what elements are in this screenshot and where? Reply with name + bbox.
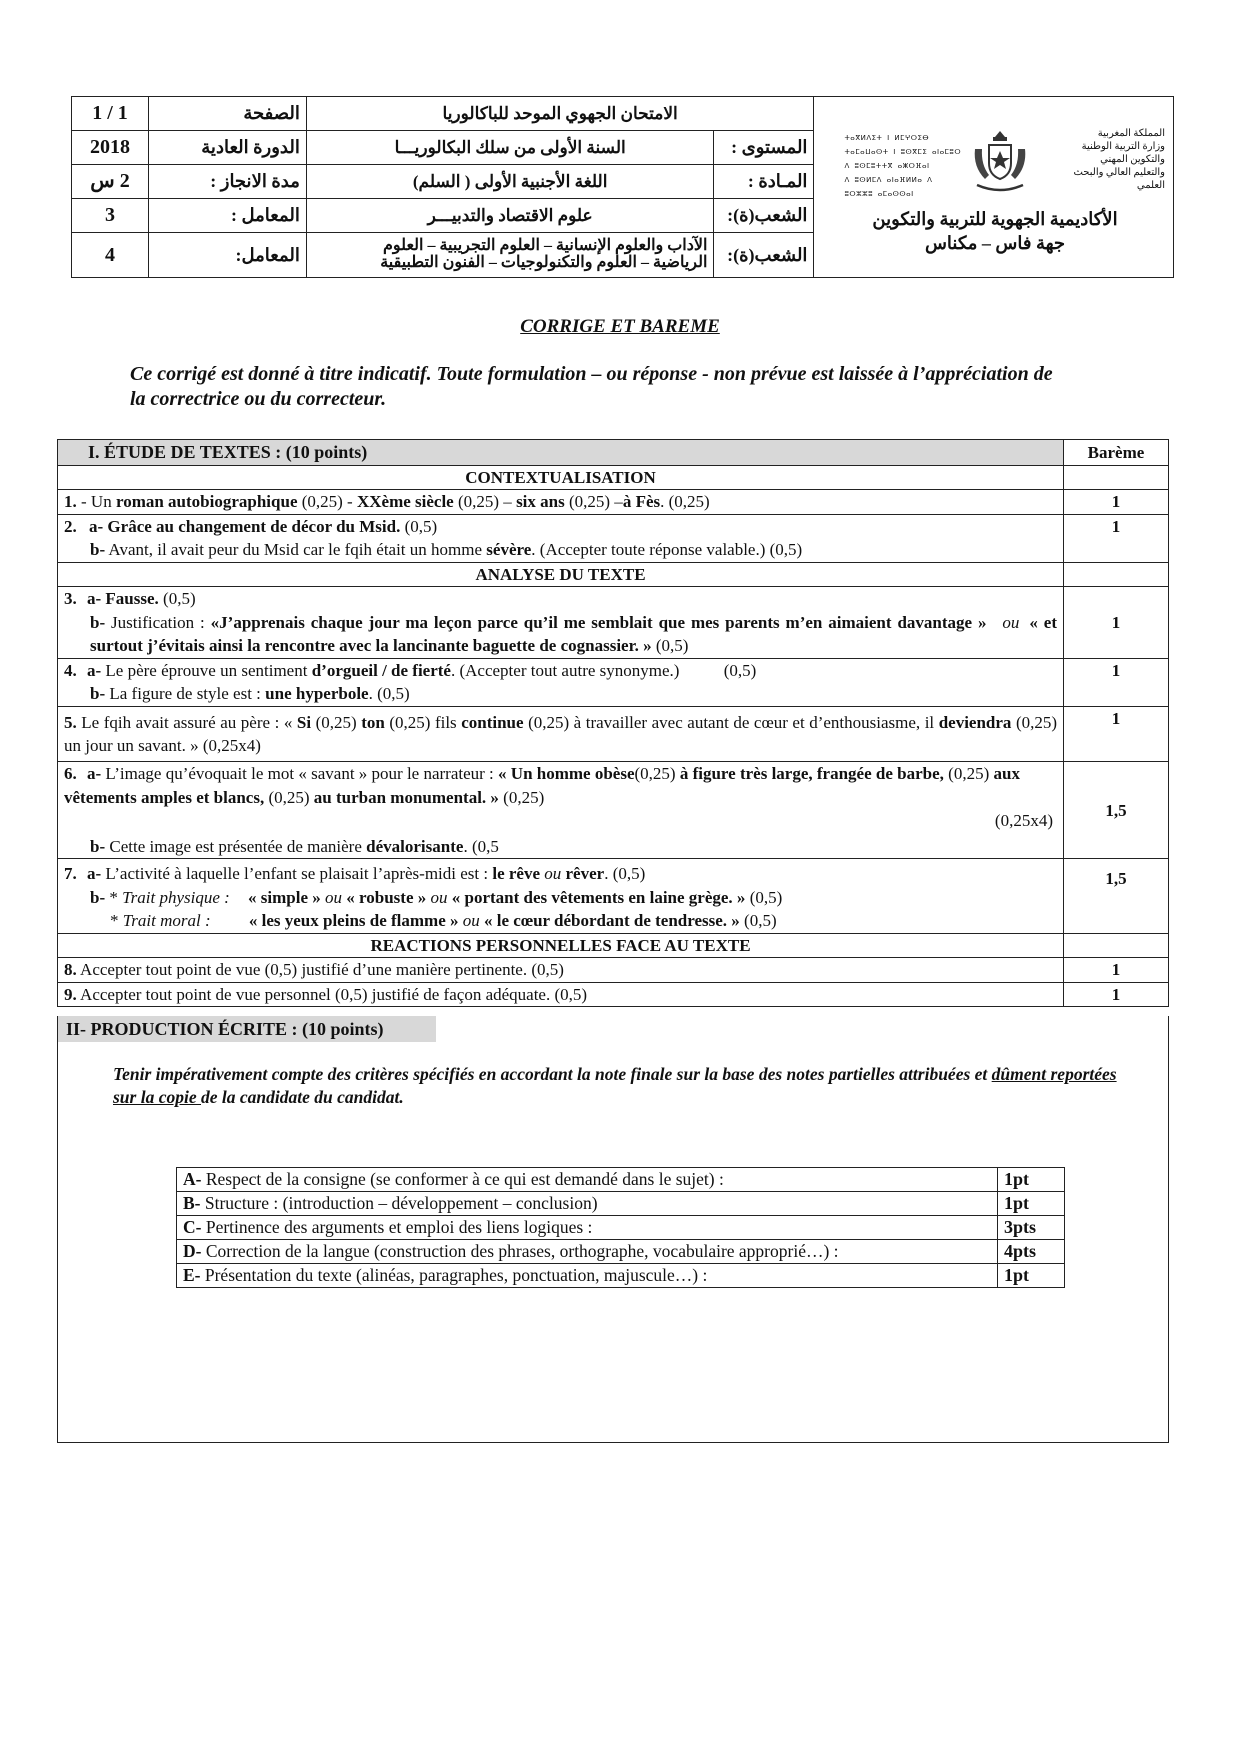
empty-score-cell: [1064, 933, 1169, 957]
tifinagh-line: ⵜⴰⵎⴰⵡⴰⵙⵜ ⵏ ⵓⵙⴳⵎⵉ ⴰⵏⴰⵎⵓⵔ: [844, 148, 962, 156]
question-6-answer: [58, 762, 1064, 859]
answer-key: d’orgueil / de fierté: [311, 660, 451, 680]
question-3-answer: [58, 587, 1064, 658]
criterion-letter: B-: [183, 1193, 201, 1214]
answer-text: (0,25) -: [297, 492, 357, 512]
academy-region: جهة فاس – مكناس: [924, 233, 1066, 254]
ministry-line: وزارة التربية الوطنية: [1081, 141, 1165, 152]
answer-points: (0,5): [651, 636, 689, 656]
alternative-word: ou: [1002, 612, 1020, 632]
production-section: [57, 1016, 1169, 1443]
sub-question-label: a-: [87, 864, 102, 884]
answer-text: (0,25): [943, 764, 994, 784]
question-7-row: [58, 859, 1169, 933]
question-9-row: [58, 982, 1169, 1006]
ministry-line: والتكوين المهني: [1100, 154, 1165, 165]
question-number: 9.: [64, 984, 77, 1004]
bareme-header: Barème: [1064, 440, 1169, 466]
ministry-line: المملكة المغربية: [1097, 128, 1165, 139]
ministry-logo-block: [814, 97, 1174, 278]
criteria-table: [176, 1167, 1065, 1288]
criterion-points: 1pt: [998, 1192, 1065, 1216]
answer-text: Accepter tout point de vue personnel (0,5) justifié de façon adéquate. (0,5): [76, 984, 588, 1004]
answer-points: (0,5): [723, 660, 757, 680]
question-3-row: [58, 587, 1169, 658]
answer-key: Grâce au changement de décor du Msid.: [103, 516, 401, 536]
ministry-line: والتعليم العالي والبحث العلمي: [1073, 167, 1165, 191]
tifinagh-ministry-name: [844, 131, 964, 201]
question-2-row: [58, 514, 1169, 562]
instruction-text: de la candidate du candidat.: [201, 1086, 404, 1107]
question-number: 1.: [64, 492, 77, 512]
coefficient-2-label: المعامل:: [148, 233, 306, 278]
question-5-score: 1: [1064, 706, 1169, 762]
part2-heading: II- PRODUCTION ÉCRITE : (10 points): [58, 1016, 436, 1042]
answer-key: « Un homme obèse: [498, 764, 635, 784]
answer-key: le rêve: [492, 864, 541, 884]
criterion-text: Correction de la langue (construction des phrases, orthographe, vocabulaire approprié…) :: [201, 1241, 839, 1262]
answer-key: à figure très large, frangée de barbe,: [679, 764, 944, 784]
criterion-label: [177, 1216, 998, 1240]
criterion-letter: D-: [183, 1241, 202, 1262]
sub-question-label: b-: [90, 540, 106, 560]
answer-key: au turban monumental. »: [313, 787, 499, 807]
alternative-word: ou: [462, 911, 480, 931]
question-number: 5.: [64, 712, 77, 732]
question-3-score: 1: [1064, 587, 1169, 658]
question-4-score: 1: [1064, 658, 1169, 706]
answer-points: (0,5): [739, 911, 777, 931]
answer-key: Si: [296, 712, 312, 732]
sub-question-label: a-: [87, 764, 102, 784]
answer-points: (0,5): [400, 516, 438, 536]
question-number: 3.: [64, 589, 77, 609]
empty-score-cell: [1064, 562, 1169, 586]
question-4-row: [58, 658, 1169, 706]
ministry-name: [1045, 127, 1165, 192]
section-reactions: REACTIONS PERSONNELLES FACE AU TEXTE: [58, 933, 1064, 957]
trait-label: Trait moral :: [122, 911, 211, 931]
answer-key: continue: [461, 712, 524, 732]
branch-2-value: [306, 233, 714, 278]
part1-heading: I. ÉTUDE DE TEXTES : (10 points): [58, 440, 1064, 466]
answer-key: à Fès: [622, 492, 661, 512]
kingdom-emblem-icon: [969, 127, 1031, 197]
answer-text: (0,25): [311, 712, 362, 732]
answer-text: Accepter tout point de vue (0,5) justifié d’une manière pertinente. (0,5): [76, 960, 564, 980]
sub-question-label: b-: [90, 612, 106, 632]
answer-points: (0,5): [745, 887, 783, 907]
answer-text: . (0,25): [660, 492, 710, 512]
answer-text: Le fqih avait assuré au père : «: [76, 712, 297, 732]
answer-text: (0,25) –: [453, 492, 517, 512]
section-analyse: ANALYSE DU TEXTE: [58, 562, 1064, 586]
answer-quote: « robuste »: [346, 887, 427, 907]
answer-quote: « le cœur débordant de tendresse. »: [484, 911, 740, 931]
question-1-row: [58, 490, 1169, 514]
branch-2-label: الشعب(ة):: [714, 233, 814, 278]
answer-text: Justification :: [105, 612, 211, 632]
branch-1-value: علوم الاقتصاد والتدبيـــر: [306, 199, 714, 233]
academy-line: الأكاديمية الجهوية للتربية والتكوين: [872, 209, 1118, 229]
criterion-text: Présentation du texte (alinéas, paragraphes, ponctuation, majuscule…) :: [200, 1265, 708, 1286]
subject-value: اللغة الأجنبية الأولى ( السلم): [306, 165, 714, 199]
alternative-word: ou: [544, 864, 562, 884]
criterion-label: [177, 1192, 998, 1216]
answer-text: Le père éprouve un sentiment: [101, 660, 312, 680]
bullet: *: [110, 911, 123, 931]
question-2-answer: [58, 514, 1064, 562]
section-contextualisation: CONTEXTUALISATION: [58, 466, 1064, 490]
year-value: 2018: [72, 131, 149, 165]
question-8-row: [58, 958, 1169, 982]
answer-text: (0,25) un jour un savant. » (0,25x4): [64, 712, 1058, 755]
answer-text: Avant, il avait peur du Msid car le fqih était un homme: [105, 540, 487, 560]
question-8-score: 1: [1064, 958, 1169, 982]
subject-label: المـادة :: [714, 165, 814, 199]
answer-text: (0,25) fils: [384, 712, 462, 732]
duration-label: مدة الانجاز :: [148, 165, 306, 199]
answer-text: . (0,5: [463, 836, 499, 856]
criterion-row: [177, 1216, 1065, 1240]
branch-2-line: الآداب والعلوم الإنسانية – العلوم التجريبية – العلوم: [382, 237, 708, 255]
instruction-underlined: dûment reportées sur la copie: [113, 1064, 1117, 1107]
answer-key: dévalorisante: [366, 836, 464, 856]
answer-text: (0,25) à travailler avec autant de cœur et d’enthousiasme, il: [523, 712, 939, 732]
instruction-text: Tenir impérativement compte des critères spécifiés en accordant la note finale sur la base des notes partielles attribuées et: [113, 1064, 992, 1084]
question-8-answer: [58, 958, 1064, 982]
answer-text: . (0,5): [604, 864, 646, 884]
answer-text: . (Accepter tout autre synonyme.): [450, 660, 680, 680]
criterion-row: [177, 1240, 1065, 1264]
branch-1-label: الشعب(ة):: [714, 199, 814, 233]
intro-note: Ce corrigé est donné à titre indicatif. Toute formulation – ou réponse - non prévue est laissée à l’appréciation de la correctrice ou du correcteur.: [130, 363, 1053, 410]
question-number: 8.: [64, 960, 77, 980]
answer-key: Fausse.: [101, 589, 159, 609]
sub-question-label: b-: [90, 887, 106, 907]
answer-key: XXème siècle: [356, 492, 454, 512]
criterion-points: 1pt: [998, 1168, 1065, 1192]
answer-quote: «J’apprenais chaque jour ma leçon parce qu’il me semblait que mes parents m’en aimaient davantage »: [210, 612, 987, 632]
sub-question-label: a-: [87, 589, 102, 609]
criterion-text: Pertinence des arguments et emploi des liens logiques :: [201, 1217, 593, 1238]
criterion-row: [177, 1264, 1065, 1288]
criterion-label: [177, 1264, 998, 1288]
answer-key: rêver: [565, 864, 605, 884]
answer-key: six ans: [516, 492, 565, 512]
criterion-label: [177, 1168, 998, 1192]
page-value: 1 / 1: [72, 97, 149, 131]
coefficient-1-value: 3: [72, 199, 149, 233]
answer-text: La figure de style est :: [105, 684, 266, 704]
answer-text: L’activité à laquelle l’enfant se plaisait l’après-midi est :: [101, 864, 493, 884]
tifinagh-line: ⴷ ⵓⵙⵎⵓⵜⵜⴳ ⴰⵥⵔⴼⴰⵏ: [844, 162, 930, 170]
criterion-row: [177, 1168, 1065, 1192]
criterion-letter: E-: [183, 1265, 201, 1286]
criterion-text: Respect de la consigne (se conformer à ce qui est demandé dans le sujet) :: [201, 1169, 724, 1190]
answer-key: une hyperbole: [265, 684, 369, 704]
alternative-word: ou: [325, 887, 343, 907]
empty-score-cell: [1064, 466, 1169, 490]
question-5-row: [58, 706, 1169, 762]
session-label: الدورة العادية: [148, 131, 306, 165]
bullet: *: [105, 887, 123, 907]
answer-text: L’image qu’évoquait le mot « savant » pour le narrateur :: [101, 764, 499, 784]
answer-text: . (0,5): [368, 684, 410, 704]
answer-text: . (Accepter toute réponse valable.) (0,5): [531, 540, 803, 560]
answer-quote: « simple »: [248, 887, 321, 907]
sub-question-label: a-: [89, 516, 104, 536]
question-1-score: 1: [1064, 490, 1169, 514]
criterion-letter: A-: [183, 1169, 202, 1190]
answer-quote: « et surtout j’évitais ainsi la rencontre avec la lancinante baguette de cognassier. »: [90, 612, 1058, 656]
question-9-score: 1: [1064, 982, 1169, 1006]
question-2-score: 1: [1064, 514, 1169, 562]
answer-text: (0,25) –: [564, 492, 623, 512]
question-6-row: [58, 762, 1169, 859]
sub-question-label: b-: [90, 684, 106, 704]
document-title: CORRIGE ET BAREME: [520, 316, 720, 337]
criterion-label: [177, 1240, 998, 1264]
question-6-score: 1,5: [1064, 762, 1169, 859]
answer-quote: « portant des vêtements en laine grège. »: [451, 887, 746, 907]
question-7-score: 1,5: [1064, 859, 1169, 933]
trait-label: Trait physique :: [122, 887, 230, 907]
sub-question-label: b-: [90, 836, 106, 856]
answer-points: (0,5): [158, 589, 196, 609]
criterion-row: [177, 1192, 1065, 1216]
duration-value: 2 س: [72, 165, 149, 199]
answer-text: - Un: [81, 492, 116, 512]
page-label: الصفحة: [148, 97, 306, 131]
question-5-answer: [58, 706, 1064, 762]
answer-key: aux vêtements amples et blancs,: [64, 764, 1020, 807]
branch-2-line: الرياضية – العلوم والتكنولوجيات – الفنون التطبيقية: [380, 254, 708, 271]
tifinagh-line: ⴷ ⵓⵙⵍⵎⴷ ⴰⵏⴰⴼⵍⵍⴰ ⴷ ⵓⵔⵣⵣⵓ ⴰⵎⴰⵙⵙⴰⵏ: [844, 176, 933, 198]
level-value: السنة الأولى من سلك البكالوريـــا: [306, 131, 714, 165]
answer-text: (0,25): [264, 787, 314, 807]
criterion-points: 4pts: [998, 1240, 1065, 1264]
question-number: 2.: [64, 516, 77, 536]
question-7-answer: [58, 859, 1064, 933]
question-number: 7.: [64, 864, 77, 884]
answer-key: roman autobiographique: [115, 492, 298, 512]
answer-text: (0,25): [634, 764, 680, 784]
question-number: 4.: [64, 660, 77, 680]
correction-table: [57, 439, 1169, 1007]
answer-key: sévère: [486, 540, 532, 560]
academy-name: [825, 207, 1165, 256]
question-6-total-points: (0,25x4): [994, 811, 1053, 831]
level-label: المستوى :: [714, 131, 814, 165]
answer-quote: « les yeux pleins de flamme »: [248, 911, 459, 931]
answer-text: (0,25): [498, 787, 545, 807]
question-number: 6.: [64, 764, 77, 784]
criterion-text: Structure : (introduction – développement – conclusion): [200, 1193, 598, 1214]
tifinagh-line: ⵜⴰⴳⵍⴷⵉⵜ ⵏ ⵍⵎⵖⵔⵉⴱ: [844, 134, 930, 142]
criterion-points: 1pt: [998, 1264, 1065, 1288]
answer-key: deviendra: [938, 712, 1012, 732]
exam-title: الامتحان الجهوي الموحد للباكالوريا: [306, 97, 814, 131]
question-4-answer: [58, 658, 1064, 706]
coefficient-2-value: 4: [72, 233, 149, 278]
coefficient-1-label: المعامل :: [148, 199, 306, 233]
sub-question-label: a-: [87, 660, 102, 680]
part2-instructions: [113, 1063, 1133, 1109]
alternative-word: ou: [430, 887, 448, 907]
criterion-letter: C-: [183, 1217, 202, 1238]
answer-key: ton: [361, 712, 385, 732]
criterion-points: 3pts: [998, 1216, 1065, 1240]
question-1-answer: [58, 490, 1064, 514]
question-9-answer: [58, 982, 1064, 1006]
answer-text: Cette image est présentée de manière: [105, 836, 367, 856]
exam-header-table: [71, 96, 1174, 278]
